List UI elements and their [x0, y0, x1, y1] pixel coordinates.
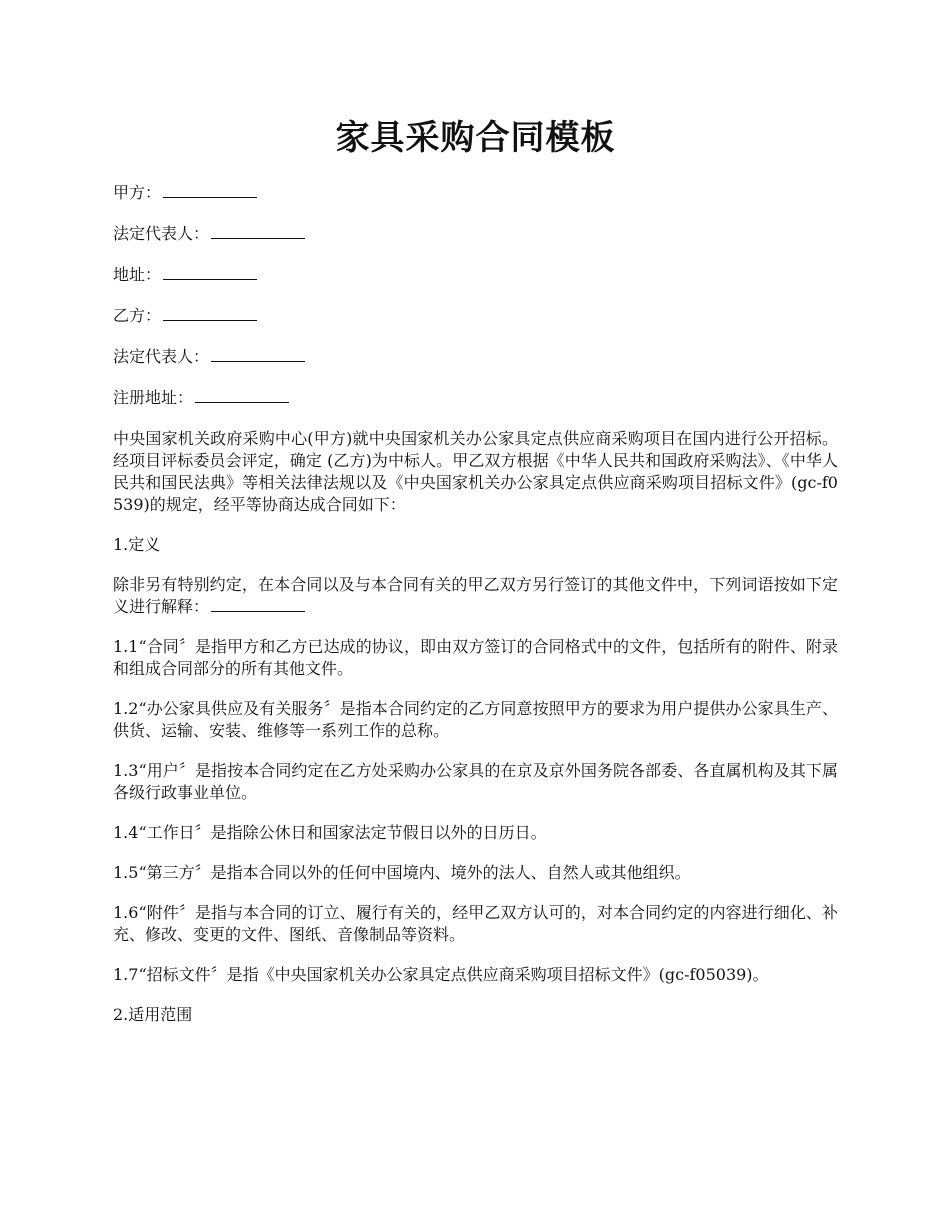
party-a-address-field	[113, 264, 838, 286]
definition-1-7: 1.7“招标文件〞是指《中央国家机关办公家具定点供应商采购项目招标文件》(gc-f05039)。	[113, 965, 769, 984]
field-label: 法定代表人：	[113, 347, 210, 366]
field-label: 地址：	[113, 265, 162, 284]
field-label: 法定代表人：	[113, 224, 210, 243]
field-label: 注册地址：	[113, 388, 194, 407]
party-a-field	[113, 182, 838, 204]
definition-1-6: 1.6“附件〞是指与本合同的订立、履行有关的，经甲乙双方认可的，对本合同约定的内容进行细化、补充、修改、变更的文件、图纸、音像制品等资料。	[113, 903, 838, 944]
blank-line	[211, 596, 305, 612]
document-title: 家具采购合同模板	[335, 118, 616, 158]
definition-1-2: 1.2“办公家具供应及有关服务〞是指本合同约定的乙方同意按照甲方的要求为用户提供办公家具生产、供货、运输、安装、维修等一系列工作的总称。	[113, 699, 838, 740]
field-label: 乙方：	[113, 306, 162, 325]
blank-line	[211, 346, 305, 362]
field-label: 甲方：	[113, 183, 162, 202]
party-b-representative-field	[113, 346, 838, 368]
party-a-representative-field	[113, 223, 838, 245]
section-1-intro-text: 除非另有特别约定，在本合同以及与本合同有关的甲乙双方另行签订的其他文件中，下列词语按如下定义进行解释：	[113, 575, 838, 616]
blank-line	[195, 387, 289, 403]
intro-paragraph: 中央国家机关政府采购中心(甲方)就中央国家机关办公家具定点供应商采购项目在国内进行公开招标。经项目评标委员会评定，确定 (乙方)为中标人。甲乙双方根据《中华人民共和国政府采购法》、《中华人民共和国民法典》等相关法律法规以及《中央国家机关办公家具定点供应商采购项目招标文件》(gc-f0539)的规定，经平等协商达成合同如下：	[113, 429, 838, 514]
party-b-registered-address-field	[113, 387, 838, 409]
definition-1-1: 1.1“合同〞是指甲方和乙方已达成的协议，即由双方签订的合同格式中的文件，包括所有的附件、附录和组成合同部分的所有其他文件。	[113, 637, 838, 678]
blank-line	[211, 223, 305, 239]
party-fields	[113, 182, 838, 409]
contract-body	[113, 428, 838, 1026]
blank-line	[163, 264, 257, 280]
definition-1-4: 1.4“工作日〞是指除公休日和国家法定节假日以外的日历日。	[113, 823, 547, 842]
definition-1-5: 1.5“第三方〞是指本合同以外的任何中国境内、境外的法人、自然人或其他组织。	[113, 863, 691, 882]
section-1-intro	[113, 574, 838, 618]
party-b-field	[113, 305, 838, 327]
section-2-heading: 2.适用范围	[113, 1005, 193, 1024]
blank-line	[163, 182, 257, 198]
blank-line	[163, 305, 257, 321]
definition-1-3: 1.3“用户〞是指按本合同约定在乙方处采购办公家具的在京及京外国务院各部委、各直属机构及其下属各级行政事业单位。	[113, 761, 838, 802]
section-1-heading: 1.定义	[113, 535, 161, 554]
